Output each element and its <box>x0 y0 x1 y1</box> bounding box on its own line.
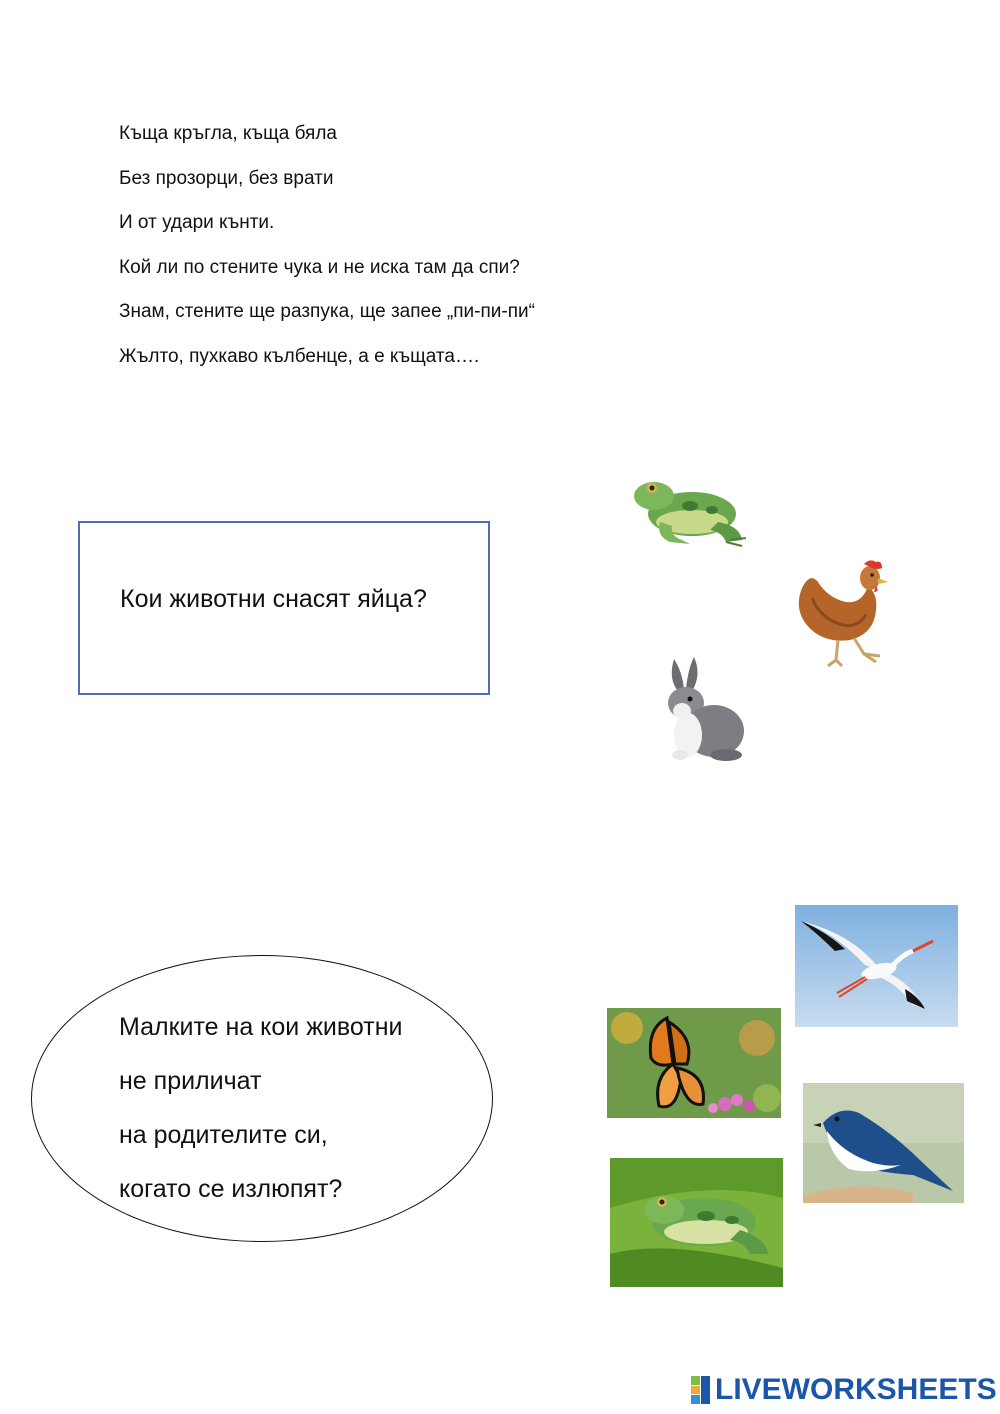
stork-image[interactable] <box>795 905 958 1027</box>
riddle-line: Жълто, пухкаво кълбенце, а е къщата…. <box>119 345 480 367</box>
butterfly-image[interactable] <box>607 1008 781 1118</box>
riddle-text <box>119 118 535 386</box>
question-eggs-text: Кои животни снасят яйца? <box>120 585 427 613</box>
question-line: на родителите си, <box>119 1121 328 1149</box>
riddle-line: Без прозорци, без врати <box>119 167 334 189</box>
rabbit-image[interactable] <box>660 655 746 763</box>
riddle-line: Къща кръгла, къща бяла <box>119 123 337 144</box>
question-line: Малките на кои животни <box>119 1013 403 1041</box>
question-box-eggs <box>78 521 490 695</box>
swallow-image[interactable] <box>803 1083 964 1203</box>
logo-text: LIVEWORKSHEETS <box>715 1373 997 1406</box>
logo-mark-icon <box>690 1375 712 1405</box>
question-offspring-text <box>119 1005 402 1221</box>
riddle-line: Знам, стените ще разпука, ще запее „пи-пи-пи“ <box>119 301 535 323</box>
question-line: когато се излюпят? <box>119 1175 343 1203</box>
riddle-line: Кой ли по стените чука и не иска там да спи? <box>119 256 520 278</box>
frog-image[interactable] <box>630 470 748 548</box>
frog-photo-image[interactable] <box>610 1158 783 1287</box>
hen-image[interactable] <box>792 558 892 670</box>
riddle-line: И от удари кънти. <box>119 212 275 234</box>
liveworksheets-logo <box>690 1372 997 1408</box>
question-line: не приличат <box>119 1067 262 1095</box>
